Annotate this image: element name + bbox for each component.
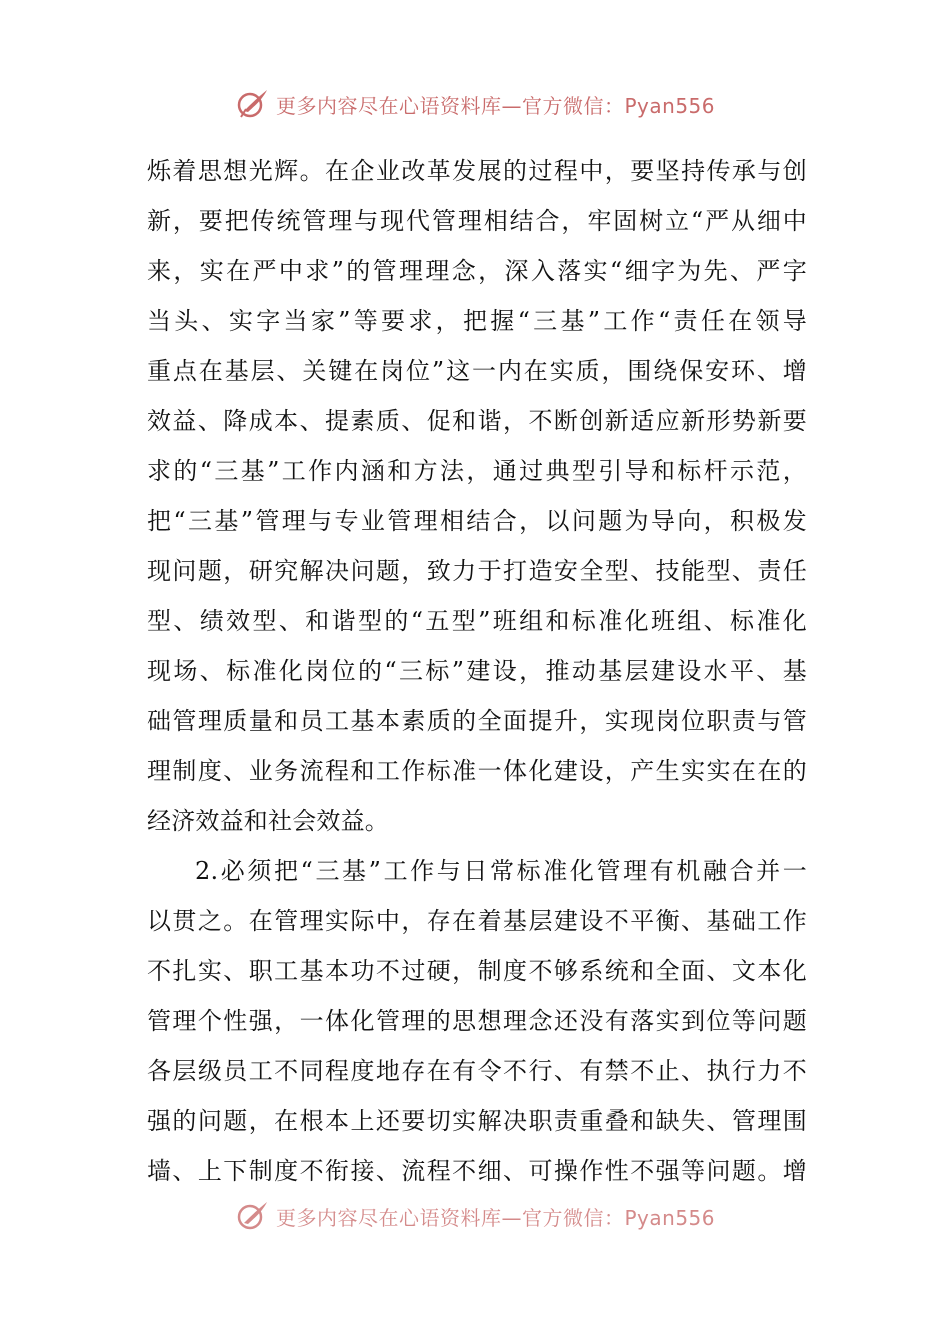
- text-line: 来，实在严中求”的管理理念，深入落实“细字为先、严字: [147, 257, 807, 285]
- text-line: 各层级员工不同程度地存在有令不行、有禁不止、执行力不: [147, 1057, 807, 1085]
- watermark-footer: [236, 1201, 715, 1231]
- paragraph-1: [147, 146, 807, 846]
- text-line: 墙、上下制度不衔接、流程不细、可操作性不强等问题。增: [147, 1157, 807, 1185]
- quill-logo-icon: [236, 1201, 270, 1231]
- text-line: 现问题，研究解决问题，致力于打造安全型、技能型、责任: [147, 557, 807, 585]
- watermark-header: [236, 84, 715, 124]
- text-line: 当头、实字当家”等要求，把握“三基”工作“责任在领导: [147, 307, 807, 335]
- text-line: 求的“三基”工作内涵和方法，通过典型引导和标杆示范，: [147, 457, 807, 485]
- text-line: 重点在基层、关键在岗位”这一内在实质，围绕保安环、增: [147, 357, 807, 385]
- text-line: 2.必须把“三基”工作与日常标准化管理有机融合并一: [195, 857, 807, 885]
- text-line: 强的问题，在根本上还要切实解决职责重叠和缺失、管理围: [147, 1107, 807, 1135]
- quill-logo-icon: [236, 87, 270, 121]
- paragraph-2: [147, 846, 807, 1196]
- text-line: 不扎实、职工基本功不过硬，制度不够系统和全面、文本化: [147, 957, 807, 985]
- text-line: 把“三基”管理与专业管理相结合，以问题为导向，积极发: [147, 507, 807, 535]
- text-line: 以贯之。在管理实际中，存在着基层建设不平衡、基础工作: [147, 907, 807, 935]
- text-line: 础管理质量和员工基本素质的全面提升，实现岗位职责与管: [147, 707, 807, 735]
- text-line: 现场、标准化岗位的“三标”建设，推动基层建设水平、基: [147, 657, 807, 685]
- text-line: 效益、降成本、提素质、促和谐，不断创新适应新形势新要: [147, 407, 807, 435]
- text-line: 管理个性强，一体化管理的思想理念还没有落实到位等问题: [147, 1007, 807, 1035]
- watermark-text: 更多内容尽在心语资料库—官方微信：Pyan556: [276, 93, 716, 118]
- body-text: [147, 146, 807, 1196]
- watermark-text: 更多内容尽在心语资料库—官方微信：Pyan556: [276, 1205, 716, 1230]
- text-line: 经济效益和社会效益。: [147, 807, 389, 835]
- text-line: 型、绩效型、和谐型的“五型”班组和标准化班组、标准化: [147, 607, 807, 635]
- text-line: 新，要把传统管理与现代管理相结合，牢固树立“严从细中: [147, 207, 807, 235]
- text-line: 理制度、业务流程和工作标准一体化建设，产生实实在在的: [147, 757, 807, 785]
- text-line: 烁着思想光辉。在企业改革发展的过程中，要坚持传承与创: [147, 157, 807, 185]
